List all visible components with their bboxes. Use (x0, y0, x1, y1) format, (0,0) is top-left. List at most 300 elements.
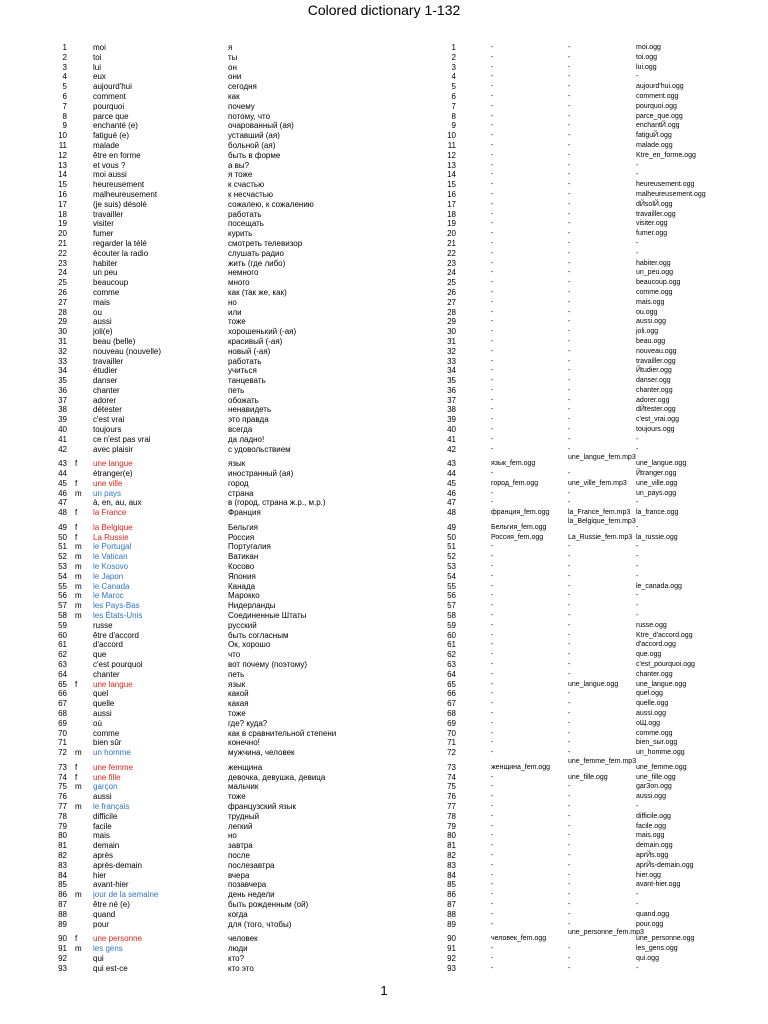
audio-fr-ogg: ou.ogg (636, 308, 658, 316)
french-word: un peu (93, 268, 118, 278)
gender-marker: m (75, 611, 82, 621)
audio-fr-mp3: - (568, 161, 571, 169)
audio-fr-mp3: - (568, 337, 571, 345)
row-number-2: 84 (447, 870, 456, 880)
russian-translation: женщина (228, 762, 263, 772)
french-word: une fille (93, 772, 121, 782)
table-row (0, 92, 768, 102)
row-number-2: 92 (447, 953, 456, 963)
row-number-2: 61 (447, 640, 456, 650)
french-word: le Vatican (93, 552, 128, 562)
audio-ru: - (491, 249, 494, 257)
audio-ru: женщина_fem.ogg (491, 763, 551, 771)
audio-ru: город_fem.ogg (491, 479, 539, 487)
audio-fr-mp3: - (568, 347, 571, 355)
audio-fr-mp3: - (568, 357, 571, 365)
audio-fr-ogg: aussi.ogg (636, 709, 666, 717)
french-word: avant-hier (93, 880, 129, 890)
audio-fr-mp3: - (568, 181, 571, 189)
row-number-2: 40 (447, 425, 456, 435)
audio-fr-ogg: un_homme.ogg (636, 749, 685, 757)
gender-marker: f (75, 508, 78, 518)
russian-translation: всегда (228, 425, 253, 435)
table-row (0, 210, 768, 220)
audio-fr-ogg: fatiguЙ.ogg (636, 132, 672, 140)
page-number: 1 (380, 983, 388, 998)
table-row (0, 435, 768, 445)
audio-fr-ogg: Ktre_en_forme.ogg (636, 151, 696, 159)
row-number-2: 1 (451, 43, 456, 52)
audio-ru: - (491, 269, 494, 277)
russian-translation: страна (228, 488, 254, 498)
russian-translation: новый (-ая) (228, 346, 271, 356)
russian-translation: курить (228, 229, 253, 239)
audio-fr-ogg: une_femme.ogg (636, 763, 687, 771)
row-number: 85 (58, 880, 67, 890)
audio-ru: - (491, 132, 494, 140)
french-word: une langue (93, 459, 133, 469)
row-number: 6 (62, 91, 67, 101)
audio-fr-ogg: - (636, 563, 639, 571)
row-number-2: 93 (447, 963, 456, 973)
russian-translation: больной (ая) (228, 140, 276, 150)
table-row (0, 611, 768, 621)
russian-translation: работать (228, 209, 262, 219)
russian-translation: много (228, 278, 250, 288)
audio-fr-ogg: - (636, 592, 639, 600)
row-number: 69 (58, 718, 67, 728)
table-row (0, 621, 768, 631)
russian-translation: Бельгия (228, 522, 258, 532)
row-number-2: 33 (447, 356, 456, 366)
french-word: quelle (93, 699, 115, 709)
row-number-2: 23 (447, 258, 456, 268)
audio-fr-mp3: - (568, 210, 571, 218)
audio-fr-mp3: - (568, 239, 571, 247)
row-number: 47 (58, 498, 67, 508)
audio-ru: - (491, 141, 494, 149)
audio-fr-ogg: bien_sыr.ogg (636, 739, 678, 747)
audio-fr-mp3: - (568, 269, 571, 277)
russian-translation: Ватикан (228, 552, 259, 562)
audio-fr-mp3: - (568, 621, 571, 629)
audio-fr-mp3: - (568, 151, 571, 159)
russian-translation: быть в форме (228, 150, 281, 160)
table-row (0, 591, 768, 601)
russian-translation: после (228, 850, 250, 860)
audio-fr-ogg: oЩ.ogg (636, 719, 661, 727)
table-row (0, 964, 768, 974)
row-number: 30 (58, 327, 67, 337)
table-row (0, 63, 768, 73)
row-number-2: 12 (447, 150, 456, 160)
audio-fr-ogg: - (636, 435, 639, 443)
table-row (0, 479, 768, 489)
russian-translation: быть рожденным (ой) (228, 899, 309, 909)
audio-fr-mp3: - (568, 670, 571, 678)
audio-fr-mp3: - (568, 920, 571, 928)
row-number: 40 (58, 425, 67, 435)
audio-ru: - (491, 416, 494, 424)
row-number-2: 46 (447, 488, 456, 498)
audio-fr-mp3: - (568, 563, 571, 571)
row-number: 58 (58, 611, 67, 621)
french-word: la France (93, 508, 127, 518)
russian-translation: Марокко (228, 591, 260, 601)
row-number: 52 (58, 552, 67, 562)
french-word: que (93, 650, 107, 660)
audio-fr-ogg: - (636, 553, 639, 561)
french-word: hier (93, 870, 107, 880)
audio-fr-ogg: une_personne.ogg (636, 935, 695, 943)
row-number-2: 47 (447, 498, 456, 508)
table-row (0, 542, 768, 552)
audio-fr-ogg: d'accord.ogg (636, 641, 676, 649)
row-number-2: 34 (447, 366, 456, 376)
audio-ru: - (491, 851, 494, 859)
audio-fr-ogg: quand.ogg (636, 910, 670, 918)
audio-ru: - (491, 631, 494, 639)
audio-ru: - (491, 499, 494, 507)
audio-ru: - (491, 279, 494, 287)
audio-fr-mp3: La_Russie_fem.mp3 (568, 533, 633, 541)
row-number: 1 (62, 43, 67, 52)
row-number: 89 (58, 919, 67, 929)
row-number: 61 (58, 640, 67, 650)
audio-ru: - (491, 582, 494, 590)
audio-fr-ogg: chanter.ogg (636, 386, 673, 394)
audio-fr-ogg: - (636, 964, 639, 972)
audio-fr-mp3: - (568, 651, 571, 659)
audio-fr-ogg: mais.ogg (636, 832, 665, 840)
gender-marker: m (75, 552, 82, 562)
french-word: les Pays-Bas (93, 601, 140, 611)
audio-fr-ogg: visiter.ogg (636, 220, 668, 228)
russian-translation: но (228, 831, 237, 841)
french-word: le Kosovo (93, 562, 129, 572)
table-row (0, 357, 768, 367)
french-word: c'est vrai (93, 415, 125, 425)
french-word: comment (93, 91, 126, 101)
audio-ru: - (491, 670, 494, 678)
row-number-2: 22 (447, 248, 456, 258)
audio-fr-mp3: - (568, 200, 571, 208)
audio-fr-mp3: - (568, 631, 571, 639)
row-number: 7 (62, 101, 67, 111)
audio-fr-mp3: - (568, 377, 571, 385)
russian-translation: что (228, 650, 241, 660)
audio-fr-mp3: - (568, 822, 571, 830)
audio-fr-mp3: - (568, 690, 571, 698)
table-row (0, 851, 768, 861)
audio-fr-ogg: moi.ogg (636, 44, 661, 51)
row-number: 76 (58, 792, 67, 802)
audio-fr-mp3: - (568, 944, 571, 952)
row-number: 88 (58, 909, 67, 919)
table-row (0, 131, 768, 141)
audio-ru: - (491, 102, 494, 110)
row-number: 5 (62, 82, 67, 92)
table-row (0, 170, 768, 180)
french-word: adorer (93, 395, 117, 405)
gender-marker: m (75, 782, 82, 792)
table-row (0, 454, 768, 469)
french-word: bien sûr (93, 738, 122, 748)
audio-ru: - (491, 190, 494, 198)
row-number-2: 52 (447, 552, 456, 562)
russian-translation: Франция (228, 508, 261, 518)
audio-fr-mp3: - (568, 102, 571, 110)
audio-ru: - (491, 386, 494, 394)
audio-ru: - (491, 288, 494, 296)
audio-fr-ogg: - (636, 891, 639, 899)
row-number-2: 50 (447, 532, 456, 542)
audio-ru: - (491, 63, 494, 71)
row-number: 2 (62, 52, 67, 62)
row-number-2: 71 (447, 738, 456, 748)
french-word: la Belgique (93, 522, 133, 532)
table-row (0, 112, 768, 122)
audio-fr-mp3: - (568, 719, 571, 727)
row-number: 51 (58, 542, 67, 552)
audio-fr-ogg: une_langue.ogg (636, 680, 687, 688)
audio-ru: - (491, 572, 494, 580)
row-number: 13 (58, 160, 67, 170)
audio-ru: - (491, 259, 494, 267)
audio-fr-ogg: aussi.ogg (636, 318, 666, 326)
row-number-2: 81 (447, 841, 456, 851)
row-number-2: 49 (447, 522, 456, 532)
audio-fr-ogg: une_ville.ogg (636, 479, 678, 487)
audio-ru: - (491, 793, 494, 801)
row-number: 68 (58, 708, 67, 718)
row-number: 23 (58, 258, 67, 268)
row-number: 62 (58, 650, 67, 660)
russian-translation: я (228, 43, 233, 52)
gender-marker: f (75, 762, 78, 772)
french-word: danser (93, 376, 118, 386)
table-row (0, 709, 768, 719)
row-number-2: 28 (447, 307, 456, 317)
audio-fr-mp3: - (568, 171, 571, 179)
gender-marker: m (75, 581, 82, 591)
russian-translation: французский язык (228, 801, 296, 811)
french-word: joli(e) (93, 327, 113, 337)
row-number: 36 (58, 385, 67, 395)
table-row (0, 954, 768, 964)
row-number-2: 4 (451, 72, 456, 82)
audio-ru: - (491, 489, 494, 497)
audio-fr-ogg: travailler.ogg (636, 357, 676, 365)
row-number-2: 79 (447, 821, 456, 831)
audio-fr-mp3: - (568, 386, 571, 394)
audio-fr-mp3: - (568, 249, 571, 257)
audio-fr-ogg: une_langue.ogg (636, 460, 687, 468)
table-row (0, 278, 768, 288)
french-word: toi (93, 52, 102, 62)
audio-ru: - (491, 783, 494, 791)
row-number: 29 (58, 317, 67, 327)
table-row (0, 190, 768, 200)
french-word: comme (93, 287, 120, 297)
audio-fr-ogg: c'est_vrai.ogg (636, 416, 679, 424)
row-number: 50 (58, 532, 67, 542)
french-word: les gens (93, 943, 123, 953)
row-number: 46 (58, 488, 67, 498)
audio-fr-ogg: pour.ogg (636, 920, 664, 928)
audio-ru: - (491, 822, 494, 830)
audio-fr-ogg: Йtudier.ogg (636, 367, 672, 375)
table-row (0, 533, 768, 543)
row-number-2: 16 (447, 189, 456, 199)
french-word: malheureusement (93, 189, 158, 199)
row-number-2: 75 (447, 782, 456, 792)
row-number-2: 20 (447, 229, 456, 239)
russian-translation: город (228, 478, 249, 488)
audio-ru: - (491, 641, 494, 649)
table-row (0, 812, 768, 822)
audio-fr-ogg: pourquoi.ogg (636, 102, 677, 110)
dictionary-table (0, 43, 768, 973)
row-number-2: 82 (447, 850, 456, 860)
row-number-2: 88 (447, 909, 456, 919)
row-number-2: 67 (447, 699, 456, 709)
french-word: garçon (93, 782, 118, 792)
row-number: 86 (58, 890, 67, 900)
row-number-2: 7 (451, 101, 456, 111)
audio-ru: - (491, 812, 494, 820)
russian-translation: как (так же, как) (228, 287, 287, 297)
audio-ru: - (491, 377, 494, 385)
audio-ru: - (491, 435, 494, 443)
row-number-2: 24 (447, 268, 456, 278)
audio-ru: - (491, 470, 494, 478)
audio-ru: - (491, 543, 494, 551)
row-number-2: 11 (447, 140, 456, 150)
row-number-2: 80 (447, 831, 456, 841)
russian-translation: человек (228, 934, 258, 944)
audio-fr-ogg: - (636, 900, 639, 908)
row-number-2: 56 (447, 591, 456, 601)
audio-ru: - (491, 651, 494, 659)
audio-ru: - (491, 44, 494, 51)
table-row (0, 729, 768, 739)
audio-fr-mp3: - (568, 861, 571, 869)
french-word: à, en, au, aux (93, 498, 142, 508)
row-number: 48 (58, 508, 67, 518)
gender-marker: m (75, 542, 82, 552)
row-number: 25 (58, 278, 67, 288)
audio-fr-ogg: beau.ogg (636, 337, 666, 345)
table-row (0, 929, 768, 944)
gender-marker: f (75, 532, 78, 542)
audio-fr-ogg: - (636, 572, 639, 580)
row-number: 80 (58, 831, 67, 841)
table-row (0, 288, 768, 298)
row-number-2: 13 (447, 160, 456, 170)
row-number-2: 9 (451, 121, 456, 131)
russian-translation: Россия (228, 532, 255, 542)
audio-fr-mp3: - (568, 499, 571, 507)
french-word: fumer (93, 229, 114, 239)
russian-translation: да ладно! (228, 434, 265, 444)
row-number-2: 51 (447, 542, 456, 552)
audio-fr-mp3: - (568, 279, 571, 287)
row-number-2: 87 (447, 899, 456, 909)
french-word: étudier (93, 366, 118, 376)
audio-fr-ogg: heureusement.ogg (636, 181, 695, 189)
row-number-2: 29 (447, 317, 456, 327)
row-number: 92 (58, 953, 67, 963)
russian-translation: какая (228, 699, 249, 709)
table-row (0, 802, 768, 812)
french-word: le Canada (93, 581, 130, 591)
russian-translation: посещать (228, 219, 264, 229)
french-word: nouveau (nouvelle) (93, 346, 162, 356)
russian-translation: позавчера (228, 880, 267, 890)
row-number: 31 (58, 336, 67, 346)
audio-fr-mp3: - (568, 812, 571, 820)
row-number: 9 (62, 121, 67, 131)
russian-translation: быть согласным (228, 630, 289, 640)
row-number-2: 38 (447, 405, 456, 415)
audio-fr-mp3: - (568, 572, 571, 580)
french-word: qui est-ce (93, 963, 128, 973)
gender-marker: f (75, 522, 78, 532)
audio-ru: - (491, 910, 494, 918)
audio-ru: Россия_fem.ogg (491, 533, 544, 541)
row-number: 57 (58, 601, 67, 611)
row-number: 12 (58, 150, 67, 160)
audio-ru: - (491, 239, 494, 247)
audio-ru: Бельгия_fem.ogg (491, 523, 547, 531)
table-row (0, 298, 768, 308)
russian-translation: к несчастью (228, 189, 273, 199)
french-word: aussi (93, 317, 112, 327)
french-word: quand (93, 909, 116, 919)
french-word: fatigué (e) (93, 131, 130, 141)
table-row (0, 631, 768, 641)
audio-fr-mp3: - (568, 63, 571, 71)
row-number: 22 (58, 248, 67, 258)
audio-ru: - (491, 308, 494, 316)
audio-fr-mp3: - (568, 73, 571, 81)
gender-marker: m (75, 801, 82, 811)
russian-translation: Япония (228, 571, 256, 581)
row-number-2: 78 (447, 811, 456, 821)
table-row (0, 239, 768, 249)
russian-translation: уставший (ая) (228, 131, 280, 141)
row-number-2: 5 (451, 82, 456, 92)
row-number: 21 (58, 238, 67, 248)
audio-fr-ogg: c'est_pourquoi.ogg (636, 661, 695, 668)
russian-translation: а вы? (228, 160, 250, 170)
french-word: mais (93, 831, 110, 841)
audio-ru: - (491, 612, 494, 620)
table-row (0, 944, 768, 954)
audio-fr-ogg: - (636, 543, 639, 551)
french-word: détester (93, 405, 122, 415)
russian-translation: к счастью (228, 180, 265, 190)
audio-ru: - (491, 891, 494, 899)
audio-fr-ogg: une_fille.ogg (636, 773, 676, 781)
french-word: les États-Unis (93, 611, 143, 621)
audio-fr-mp3: - (568, 832, 571, 840)
audio-fr-ogg: hier.ogg (636, 871, 661, 879)
table-row (0, 758, 768, 773)
audio-fr-ogg: toujours.ogg (636, 426, 675, 434)
gender-marker: m (75, 562, 82, 572)
